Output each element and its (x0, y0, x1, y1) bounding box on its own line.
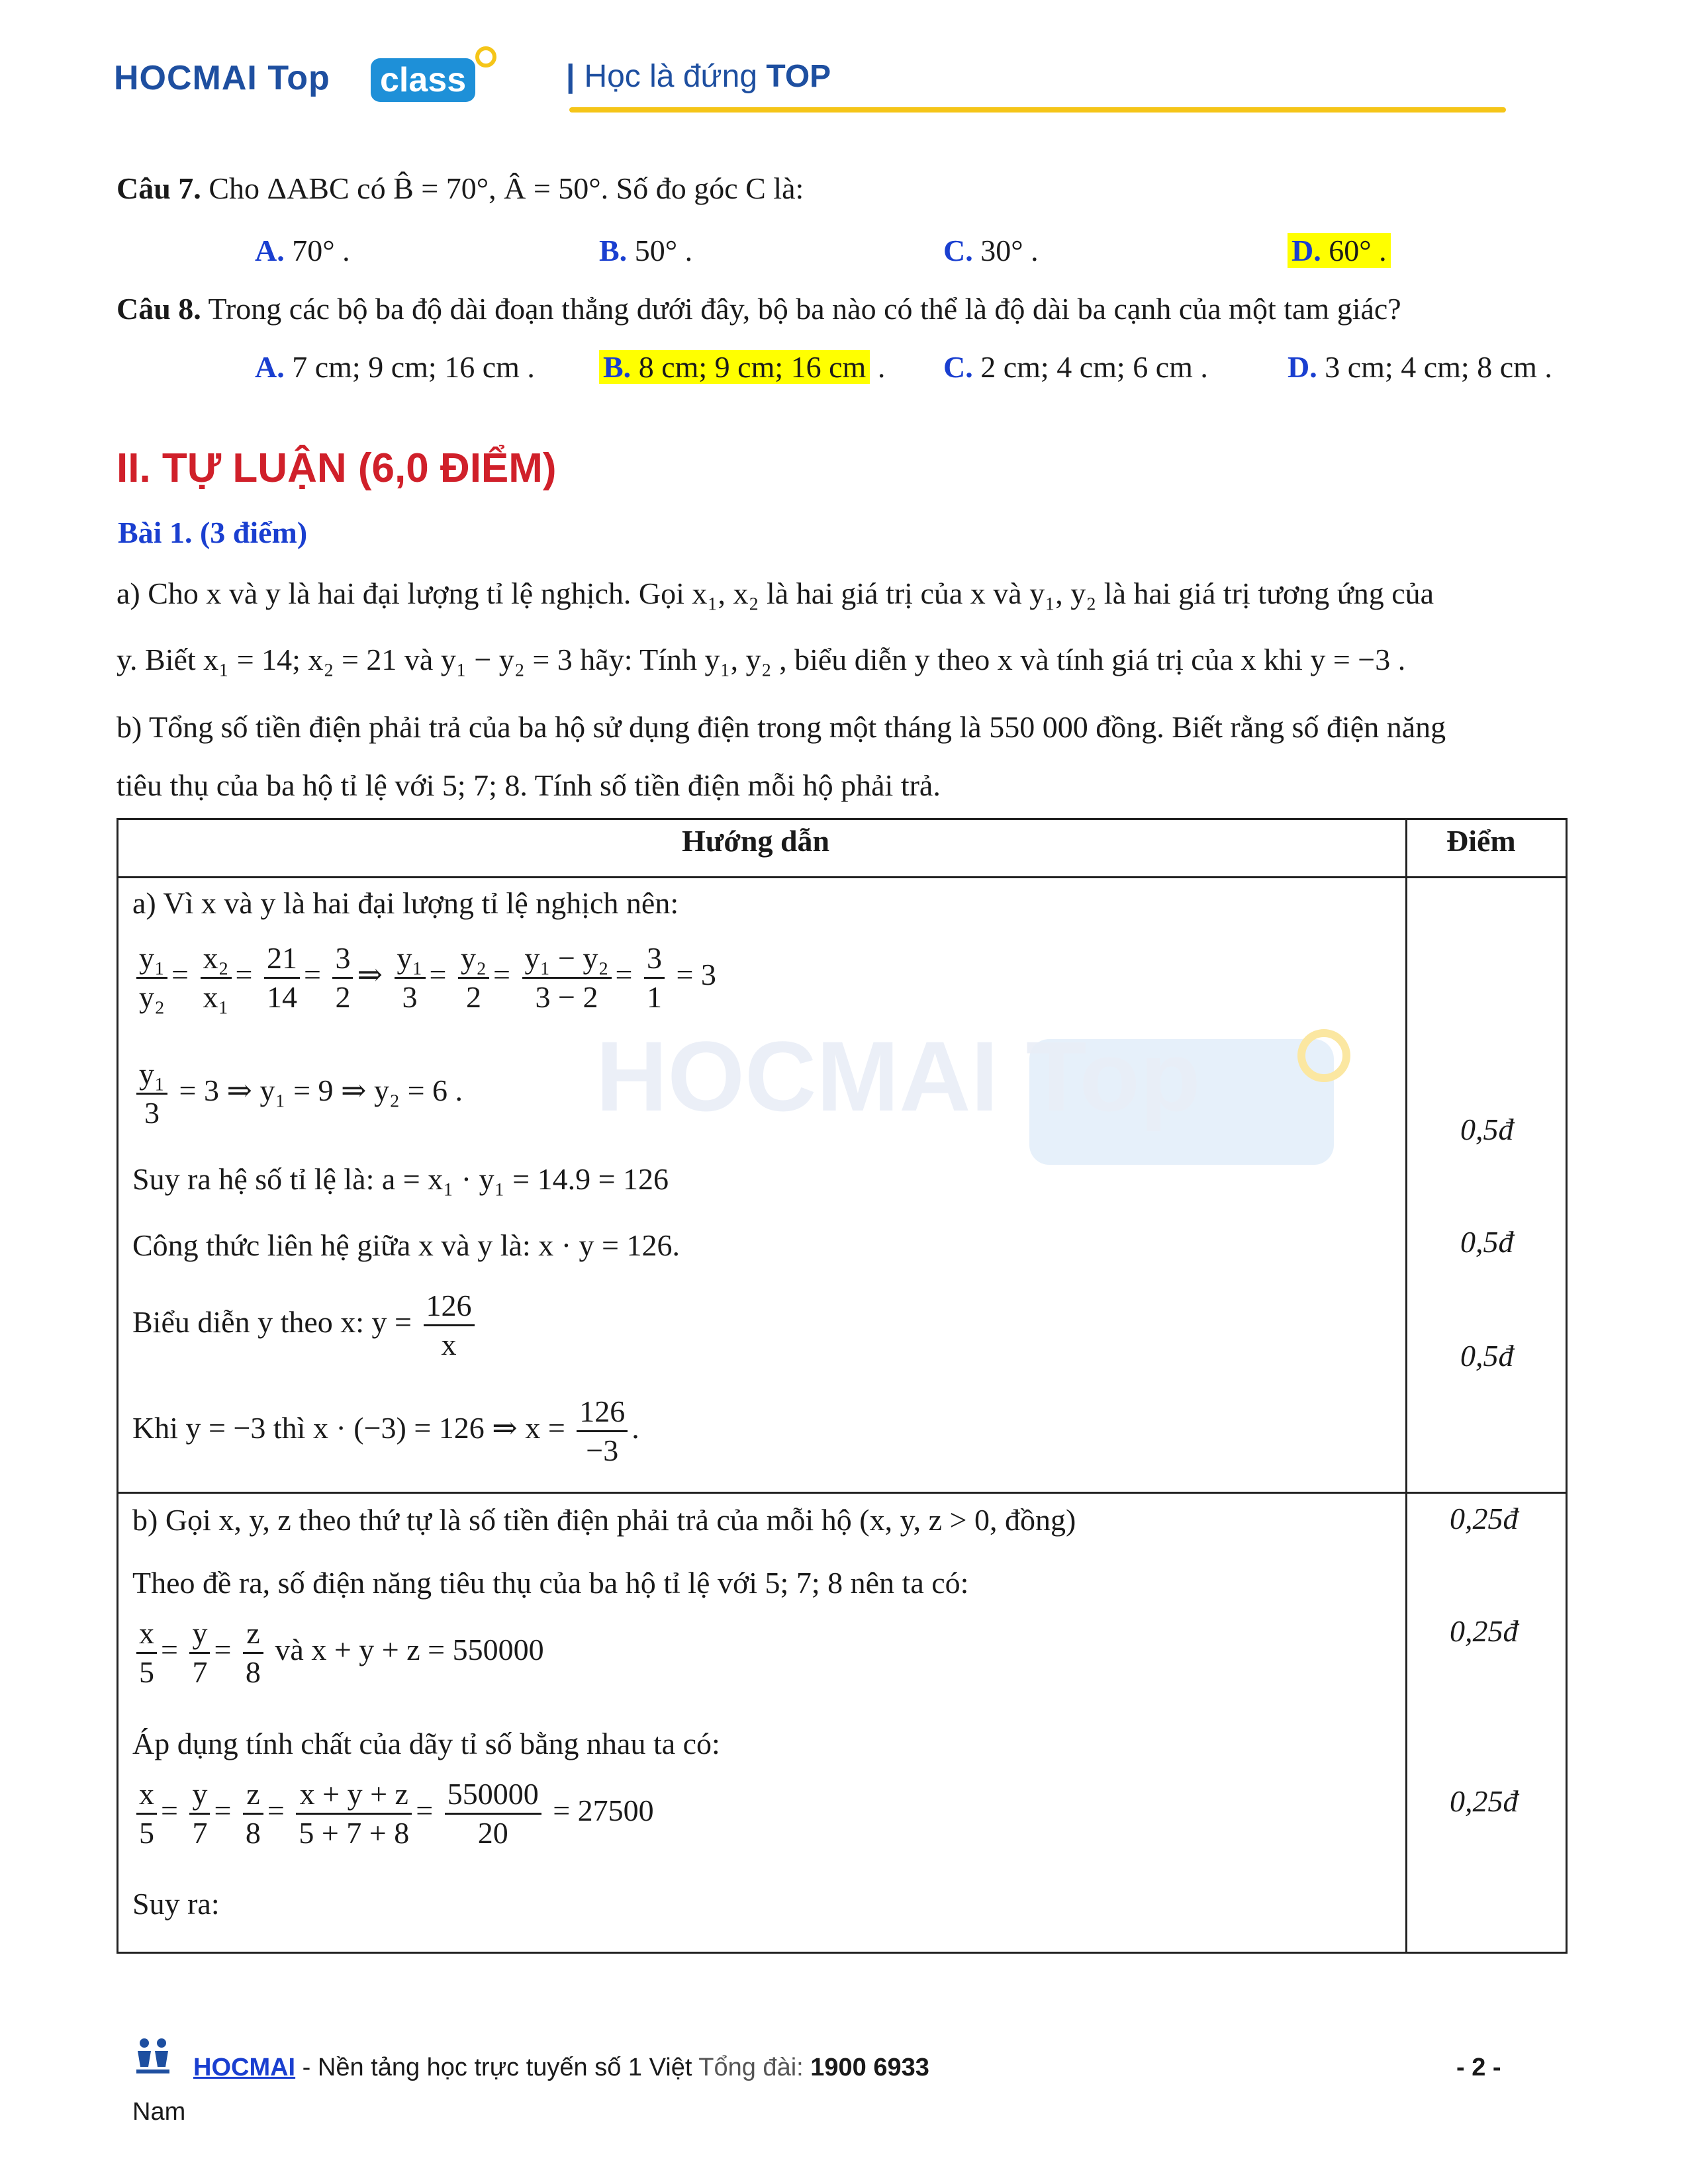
solution-a-intro: a) Vì x và y là hai đại lượng tỉ lệ nghịch nên: (132, 886, 679, 920)
header-divider (569, 107, 1506, 113)
question-7: Câu 7. Cho ΔABC có B̂ = 70°, Â = 50°. Số đo góc C là: (117, 171, 804, 205)
solution-b-therefore: Suy ra: (132, 1887, 220, 1921)
score-a-1: 0,5đ (1460, 1113, 1514, 1146)
solution-b-compute: $\frac{x}{5}$ = $\frac{y}{7}$ = $\frac{z}{8}$ = $\frac{x + y + z}{5 + 7 + 8}$ = $\frac{550000}{20}$ = 27500 (132, 1776, 654, 1852)
question-8: Câu 8. Trong các bộ ba độ dài đoạn thẳng dưới đây, bộ ba nào có thể là độ dài ba cạnh của một tam giác? (117, 292, 1401, 326)
solution-b-property: Áp dụng tính chất của dãy tỉ số bằng nhau ta có: (132, 1727, 720, 1760)
logo-gear-icon (475, 46, 496, 68)
solution-a-coefficient: Suy ra hệ số tỉ lệ là: a = x₁ · y₁ = 14.9 = 126 (132, 1162, 669, 1196)
table-column-divider (1405, 818, 1407, 1954)
solution-a-formula: Công thức liên hệ giữa x và y là: x · y = 126. (132, 1228, 680, 1262)
table-header-guide: Hướng dẫn (682, 824, 830, 858)
watermark-logo: HOCMAI Top (596, 1021, 1201, 1132)
solution-a-proportion: $\frac{\text{y₁}}{\text{y₂}}$ = $\frac{\text{x₂}}{\text{x₁}}$ = $\frac{21}{14}$ = $\frac{3}{2}$ ⇒ $\frac{\text{y₁}}{3}$ = $\frac{\text{y₂}}{2}$ = $\frac{\text{y₁ − y₂}}{3 - 2}$ = $\frac{3}{1}$ = 3 (132, 940, 716, 1016)
bai1-a-line1: a) Cho x và y là hai đại lượng tỉ lệ nghịch. Gọi x₁, x₂ là hai giá trị của x và y₁, y₂ là hai giá trị tương ứng của (117, 576, 1434, 610)
bai1-b-line1: b) Tổng số tiền điện phải trả của ba hộ sử dụng điện trong một tháng là 550 000 đồng. Biết rằng số điện năng (117, 710, 1446, 744)
solution-b-condition: Theo đề ra, số điện năng tiêu thụ của ba hộ tỉ lệ với 5; 7; 8 nên ta có: (132, 1566, 969, 1600)
q8-option-d: D. 3 cm; 4 cm; 8 cm . (1288, 350, 1552, 384)
q7-option-c: C. 30° . (943, 234, 1039, 267)
table-header-score: Điểm (1446, 824, 1516, 858)
q8-option-b-highlighted: B. 8 cm; 9 cm; 16 cm . (599, 349, 885, 385)
footer-nam: Nam (132, 2098, 186, 2126)
table-row-divider (117, 1492, 1568, 1494)
header-slogan: | Học là đứng TOP (566, 59, 831, 94)
table-header-divider (117, 876, 1568, 878)
q7-option-b: B. 50° . (599, 234, 693, 267)
solution-b-ratio: $\frac{x}{5}$ = $\frac{y}{7}$ = $\frac{z}{8}$ và x + y + z = 550000 (132, 1615, 544, 1691)
footer-brand-link[interactable]: HOCMAI (193, 2054, 296, 2081)
page-number: - 2 - (1456, 2054, 1501, 2081)
section-title: II. TỰ LUẬN (6,0 ĐIỂM) (117, 445, 557, 491)
score-a-2: 0,5đ (1460, 1225, 1514, 1259)
score-b-1: 0,25đ (1450, 1502, 1519, 1535)
bai1-title: Bài 1. (3 điểm) (118, 516, 308, 549)
score-b-2: 0,25đ (1450, 1614, 1519, 1648)
logo-class-badge: class (371, 58, 475, 102)
q7-option-a: A. 70° . (255, 234, 350, 267)
solution-a-express-y: Biểu diễn y theo x: y = $\frac{126}{x}$ (132, 1287, 479, 1363)
score-a-3: 0,5đ (1460, 1339, 1514, 1373)
q7-option-d-highlighted: D. 60° . (1288, 233, 1391, 268)
score-b-3: 0,25đ (1450, 1784, 1519, 1818)
bai1-b-line2: tiêu thụ của ba hộ tỉ lệ với 5; 7; 8. Tính số tiền điện mỗi hộ phải trả. (117, 768, 941, 802)
logo-hocmai-top: HOCMAI Top (114, 59, 330, 97)
footer-text: HOCMAI - Nền tảng học trực tuyến số 1 Việt Tổng đài: 1900 6933 (193, 2054, 929, 2081)
solution-a-values: $\frac{\text{y₁}}{3}$ = 3 ⇒ y₁ = 9 ⇒ y₂ = 6 . (132, 1056, 463, 1132)
solution-a-find-x: Khi y = −3 thì x · (−3) = 126 ⇒ x = $\frac{126}{-3}$ . (132, 1394, 639, 1467)
hocmai-people-icon (132, 2035, 173, 2076)
q8-option-a: A. 7 cm; 9 cm; 16 cm . (255, 350, 535, 384)
q8-option-c: C. 2 cm; 4 cm; 6 cm . (943, 350, 1208, 384)
solution-b-intro: b) Gọi x, y, z theo thứ tự là số tiền điện phải trả của mỗi hộ (x, y, z > 0, đồng) (132, 1503, 1076, 1537)
bai1-a-line2: y. Biết x₁ = 14; x₂ = 21 và y₁ − y₂ = 3 hãy: Tính y₁, y₂ , biểu diễn y theo x và tính giá trị của x khi y = −3 . (117, 643, 1406, 676)
